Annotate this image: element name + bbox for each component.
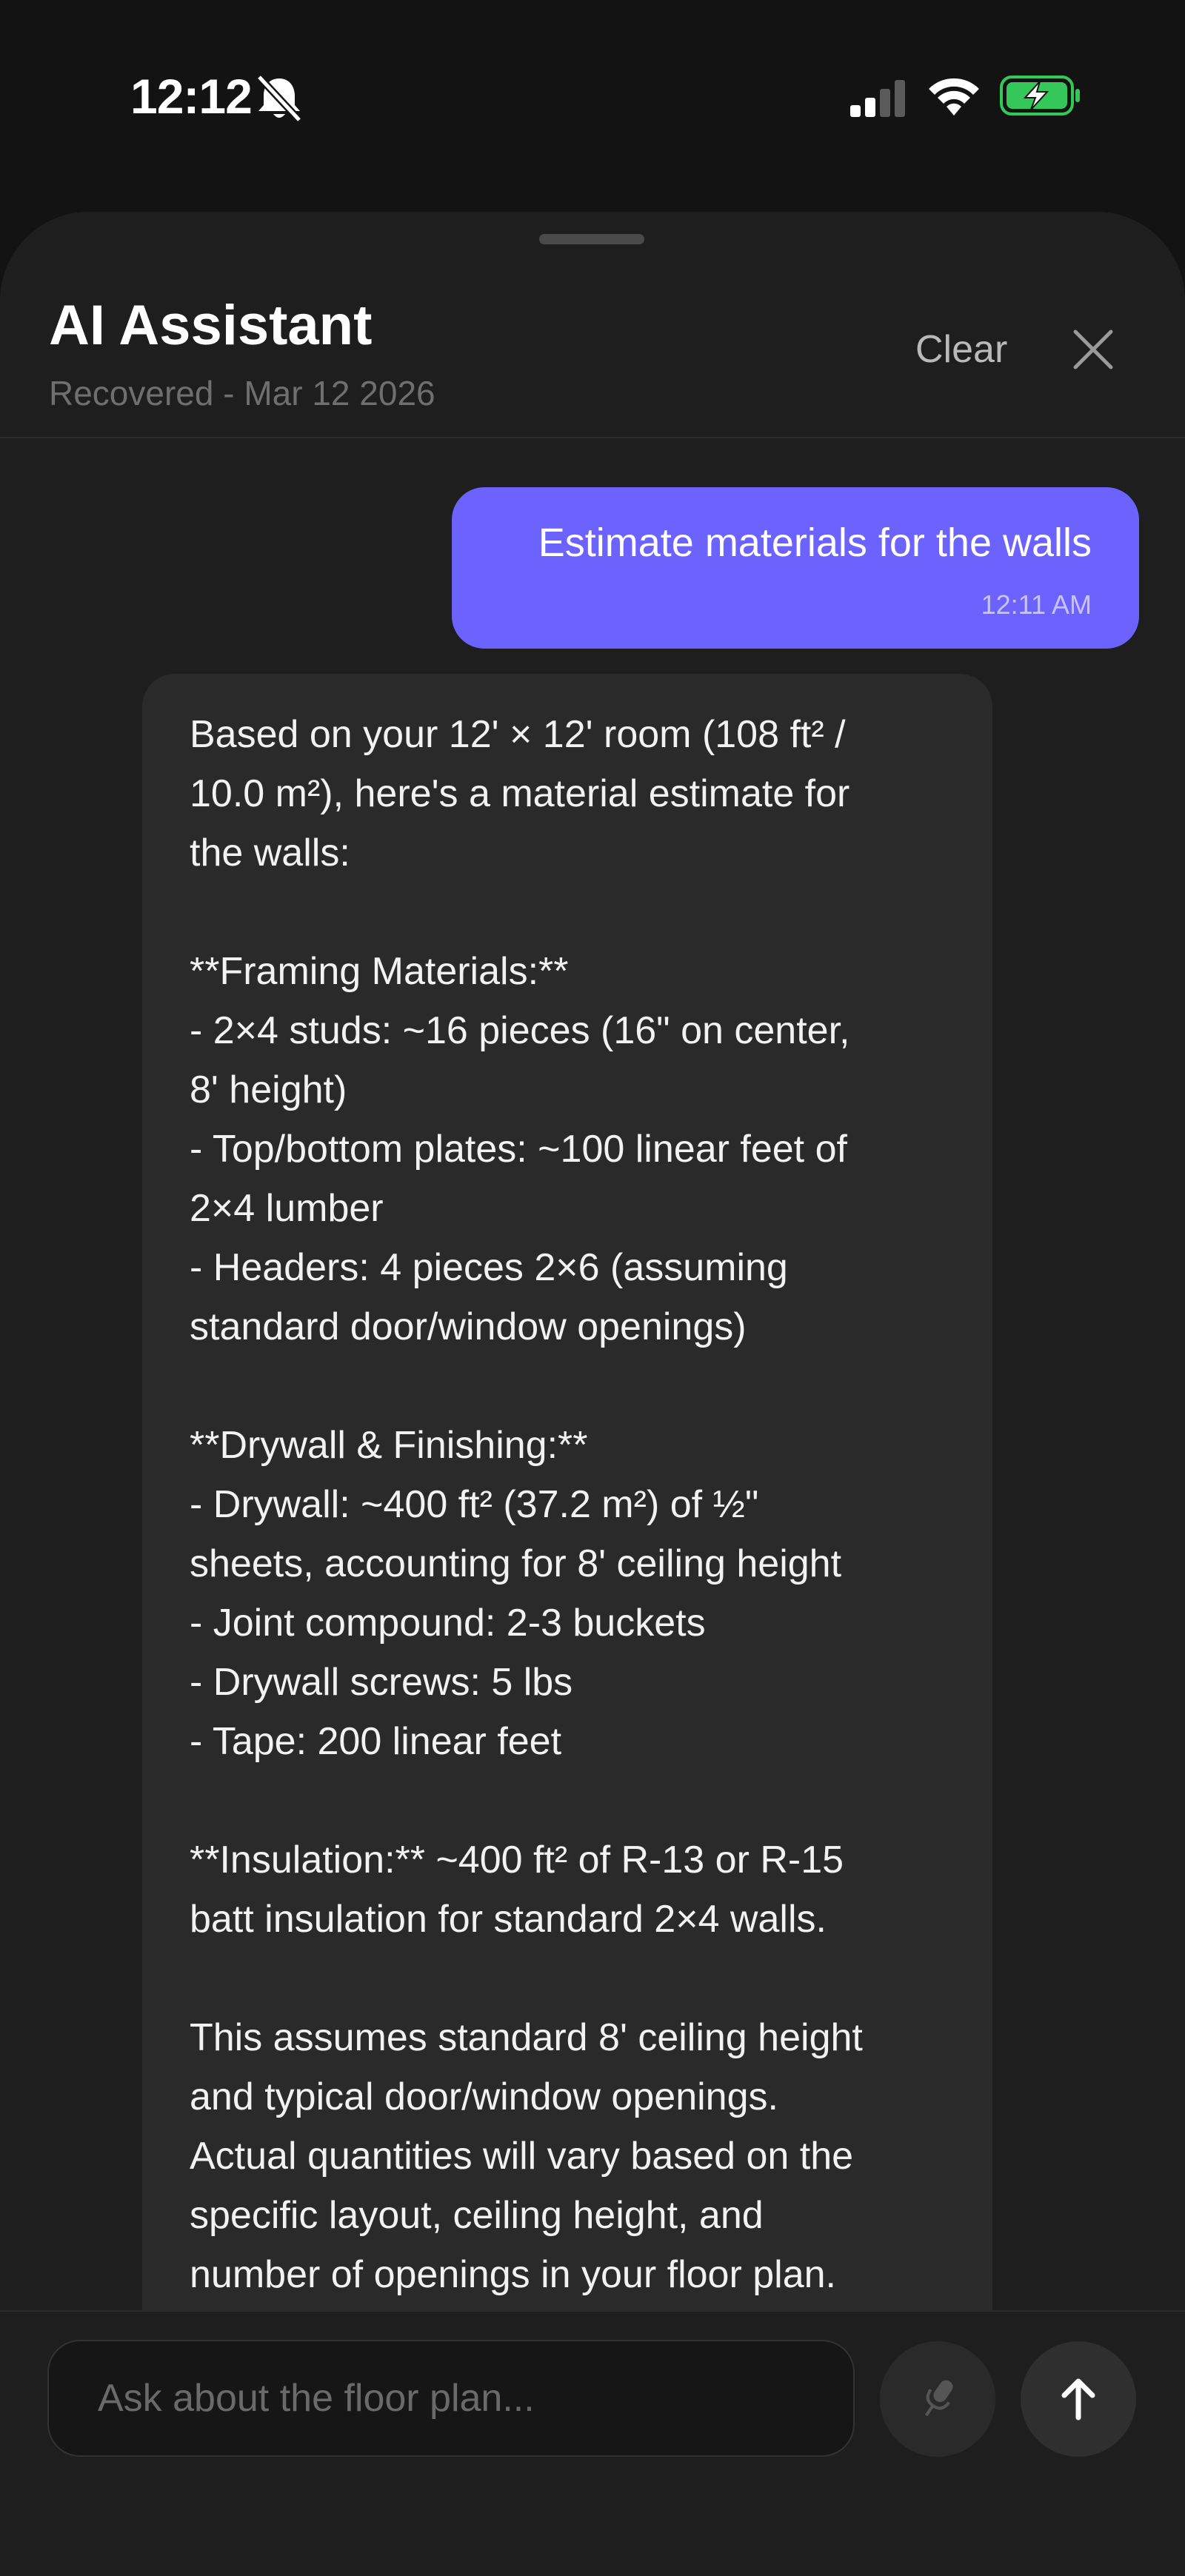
- clear-button[interactable]: Clear: [915, 328, 1008, 371]
- close-icon: [1071, 327, 1115, 372]
- session-subtitle: Recovered - Mar 12 2026: [49, 374, 435, 412]
- chat-input[interactable]: [47, 2340, 855, 2457]
- battery-charging-icon: [1000, 74, 1081, 117]
- assistant-sheet: [0, 212, 1185, 2576]
- input-bar: [0, 2310, 1185, 2576]
- send-button[interactable]: [1021, 2341, 1136, 2457]
- user-message-text: Estimate materials for the walls: [538, 521, 1092, 565]
- arrow-up-icon: [1052, 2373, 1104, 2425]
- assistant-message-text: Based on your 12' × 12' room (108 ft² / 10.0 m²), here's a material estimate for the walls: **Framing Materials:** - 2×4 studs: ~16 pieces (16" on center, 8' height) - Top/bottom plates: ~100 linear feet of 2×4 lumber - Headers: 4 pieces 2×6 (assuming standard door/window openings) **Drywall & Finishing:** - Drywall: ~400 ft² (37.2 m²) of ½" sheets, accounting for 8' ceiling height - Joint compound: 2-3 buckets - Drywall screws: 5 lbs - Tape: 200 linear feet **Insulation:** ~400 ft² of R-13 or R-15 batt insulation for standard 2×4 walls. This assumes standard 8' ceiling height and typical door/window openings. Actual quantities will vary based on the specific layout, ceiling height, and number of openings in your floor plan.: [190, 713, 863, 2296]
- status-bar: [0, 0, 1185, 185]
- user-message: [452, 487, 1139, 649]
- status-time: 12:12: [130, 69, 252, 124]
- user-message-time: 12:11 AM: [981, 589, 1092, 620]
- cellular-signal-icon: [849, 78, 908, 117]
- close-button[interactable]: [1071, 327, 1115, 372]
- header: [0, 212, 1185, 438]
- microphone-icon: [912, 2373, 964, 2425]
- microphone-button[interactable]: [880, 2341, 995, 2457]
- page-title: AI Assistant: [49, 294, 373, 357]
- wifi-icon: [926, 74, 982, 117]
- bell-slash-icon: [252, 73, 307, 124]
- assistant-message: [142, 674, 992, 2377]
